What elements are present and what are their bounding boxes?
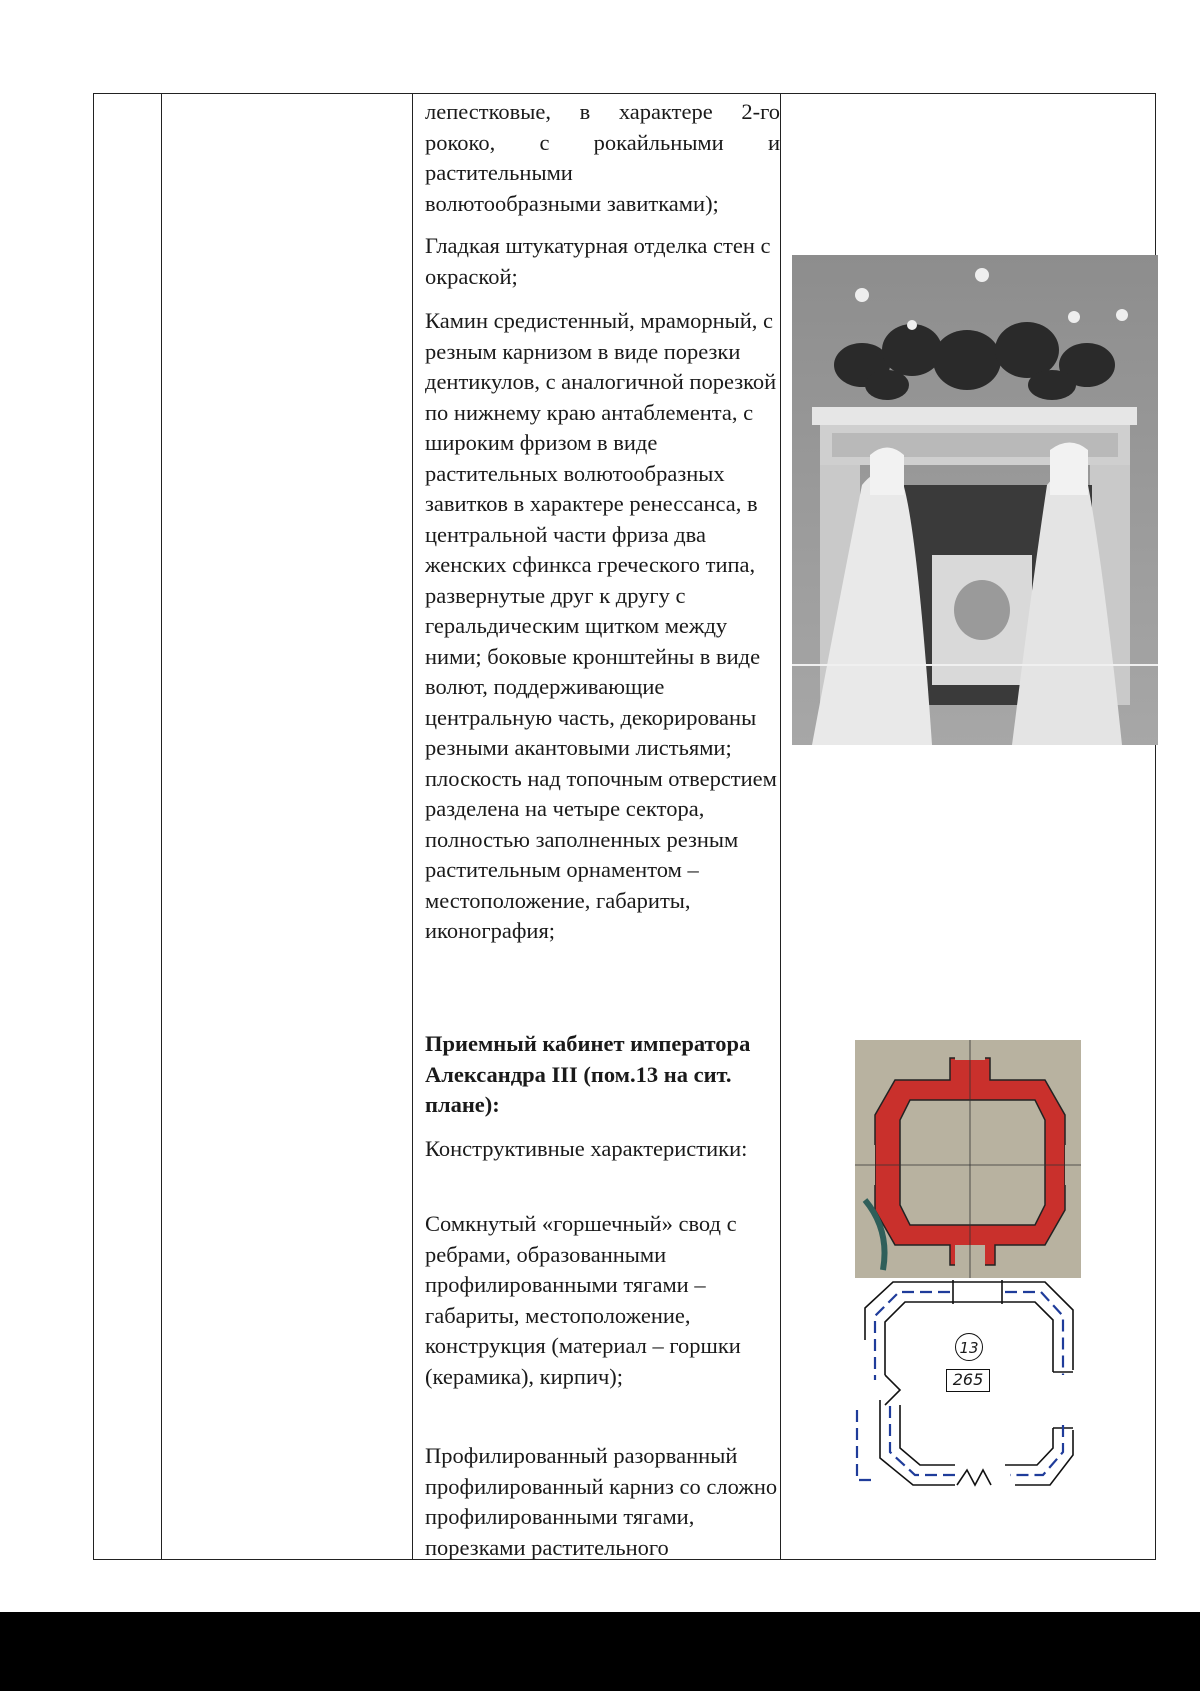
text-line: растительными bbox=[425, 160, 573, 185]
fireplace-photo-image bbox=[792, 255, 1158, 745]
paragraph-wall-finish: Гладкая штукатурная отделка стен с окраской; bbox=[425, 233, 771, 289]
paragraph-ornament-end bbox=[425, 97, 780, 219]
paragraph-fireplace: Камин средистенный, мраморный, с резным карнизом в виде порезки дентикулов, с аналогичной порезкой по нижнему краю антаблемента, с широким фризом в виде растительных волютообразных завитков в характере ренессанса, в центральной части фриза два женских сфинкса греческого типа, развернутые друг к другу с геральдическим щитком между ними; боковые кронштейны в виде волют, поддерживающие центральную часть, декорированы резными акантовыми листьями; плоскость над топочным отверстием разделена на четыре сектора, полностью заполненных резным растительным орнаментом – местоположение, габариты, иконография; bbox=[425, 308, 777, 943]
paragraph-cornice: Профилированный разорванный профилированный карниз со сложно профилированными тягами, порезками растительного bbox=[425, 1443, 778, 1560]
column-divider-1 bbox=[161, 93, 162, 1560]
floor-plan-photo bbox=[855, 1040, 1081, 1278]
room-area-label: 265 bbox=[946, 1369, 990, 1392]
scan-bottom-bar bbox=[0, 1612, 1200, 1691]
fireplace-photo bbox=[792, 255, 1158, 745]
paragraph-constructive: Конструктивные характеристики: bbox=[425, 1136, 748, 1161]
text-line: лепестковые, в характере 2-го bbox=[425, 99, 780, 124]
column-divider-2 bbox=[412, 93, 413, 1560]
paragraph-vault: Сомкнутый «горшечный» свод с ребрами, образованными профилированными тягами – габариты, местоположение, конструкция (материал – горшки (керамика), кирпич); bbox=[425, 1211, 741, 1389]
column-divider-3 bbox=[780, 93, 781, 1560]
text-line: волютообразными завитками); bbox=[425, 190, 719, 216]
floor-plan-photo-image bbox=[855, 1040, 1081, 1278]
room-number-badge: 13 bbox=[955, 1333, 983, 1361]
text-line: рококо, с рокайльными и bbox=[425, 129, 780, 155]
section-heading: Приемный кабинет императора Александра III (пом.13 на сит. плане): bbox=[425, 1031, 751, 1117]
